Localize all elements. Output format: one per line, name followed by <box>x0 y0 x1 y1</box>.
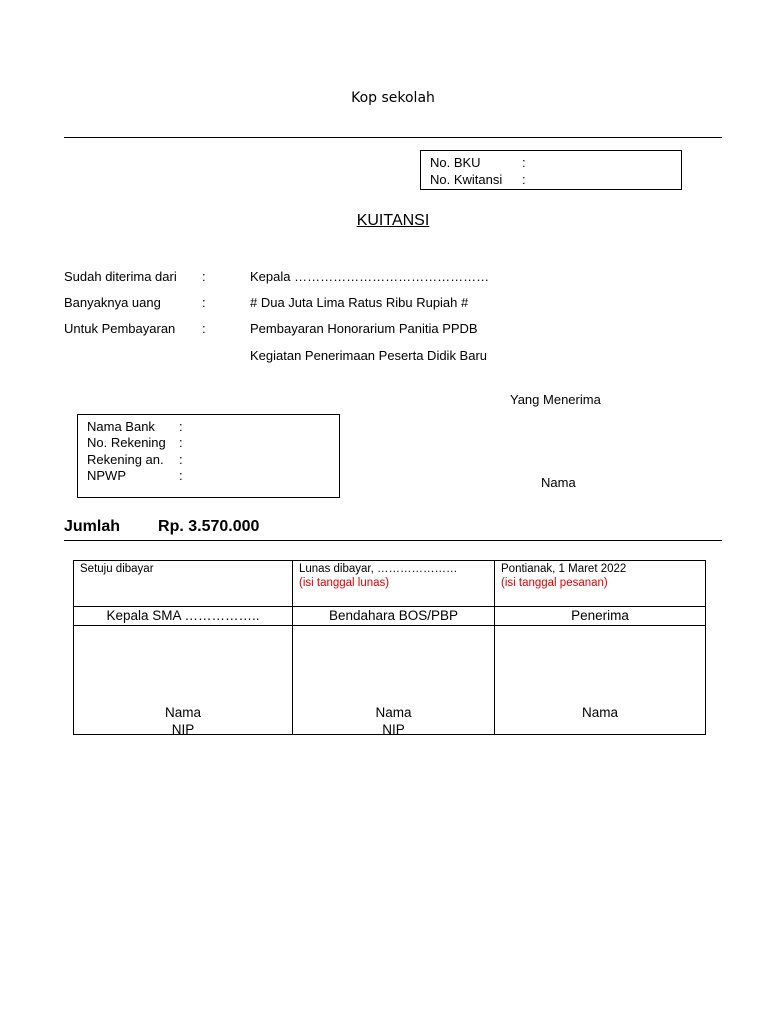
jumlah-divider <box>64 540 722 541</box>
bku-row <box>430 155 526 170</box>
signer-name: Nama <box>375 705 412 720</box>
signer-nip: NIP <box>171 722 195 737</box>
bank-label: NPWP <box>87 468 126 483</box>
signature-space <box>74 626 293 735</box>
bank-colon: : <box>179 419 183 434</box>
signature-table <box>73 560 706 735</box>
header-divider <box>64 137 722 138</box>
kop-sekolah: Kop sekolah <box>351 90 435 106</box>
field-label: Banyaknya uang <box>64 295 161 310</box>
bku-box <box>420 150 682 190</box>
field-value: Kepala ……………………………………… <box>250 269 490 284</box>
bank-row <box>87 435 183 450</box>
field-value: # Dua Juta Lima Ratus Ribu Rupiah # <box>250 295 469 310</box>
sign-role-row <box>74 607 706 626</box>
field-value: Kegiatan Penerimaan Peserta Didik Baru <box>250 348 488 363</box>
no-bku-label: No. BKU <box>430 155 481 170</box>
bank-label: Rekening an. <box>87 452 164 467</box>
kwitansi-row <box>430 172 526 187</box>
field-colon: : <box>202 321 206 336</box>
sign-header-row <box>74 561 706 607</box>
sign-role-cell: Kepala SMA …………….. <box>74 607 293 626</box>
receiver-title: Yang Menerima <box>510 392 601 407</box>
signature-space <box>293 626 495 735</box>
bank-row <box>87 419 183 434</box>
sign-role-cell: Bendahara BOS/PBP <box>293 607 495 626</box>
sign-header-cell <box>495 561 706 607</box>
jumlah-amount: Rp. 3.570.000 <box>158 518 260 535</box>
sign-header-line1: Setuju dibayar <box>80 563 154 575</box>
field-label: Sudah diterima dari <box>64 269 177 284</box>
sign-header-line2: (isi tanggal lunas) <box>299 577 390 589</box>
sign-header-line2: (isi tanggal pesanan) <box>501 577 608 589</box>
bank-label: No. Rekening <box>87 435 166 450</box>
sign-header-cell <box>293 561 495 607</box>
bank-info-box <box>77 414 340 498</box>
no-kwitansi-label: No. Kwitansi <box>430 172 503 187</box>
signer-block <box>74 704 292 738</box>
document-title: KUITANSI <box>356 212 430 229</box>
field-label: Untuk Pembayaran <box>64 321 176 336</box>
bank-row <box>87 468 183 483</box>
field-colon: : <box>202 269 206 284</box>
signer-name: Nama <box>164 705 201 720</box>
jumlah-line <box>64 518 259 536</box>
sign-header-line1: Pontianak, 1 Maret 2022 <box>501 563 627 575</box>
bank-colon: : <box>179 452 183 467</box>
field-value: Pembayaran Honorarium Panitia PPDB <box>250 321 478 336</box>
signer-nip: NIP <box>382 722 405 737</box>
signer-block <box>495 704 705 721</box>
bank-colon: : <box>179 435 183 450</box>
bank-row <box>87 452 183 467</box>
no-bku-colon: : <box>522 155 526 170</box>
jumlah-label: Jumlah <box>64 518 121 535</box>
sign-body-row <box>74 626 706 735</box>
sign-role-cell: Penerima <box>495 607 706 626</box>
bank-colon: : <box>179 468 183 483</box>
sign-header-line1: Lunas dibayar, ………………… <box>299 563 458 575</box>
no-kwitansi-colon: : <box>522 172 526 187</box>
receiver-name: Nama <box>541 475 576 490</box>
bank-label: Nama Bank <box>87 419 155 434</box>
field-colon: : <box>202 295 206 310</box>
signer-name: Nama <box>581 705 618 720</box>
signer-block <box>293 704 494 738</box>
signature-space <box>495 626 706 735</box>
sign-header-cell <box>74 561 293 607</box>
